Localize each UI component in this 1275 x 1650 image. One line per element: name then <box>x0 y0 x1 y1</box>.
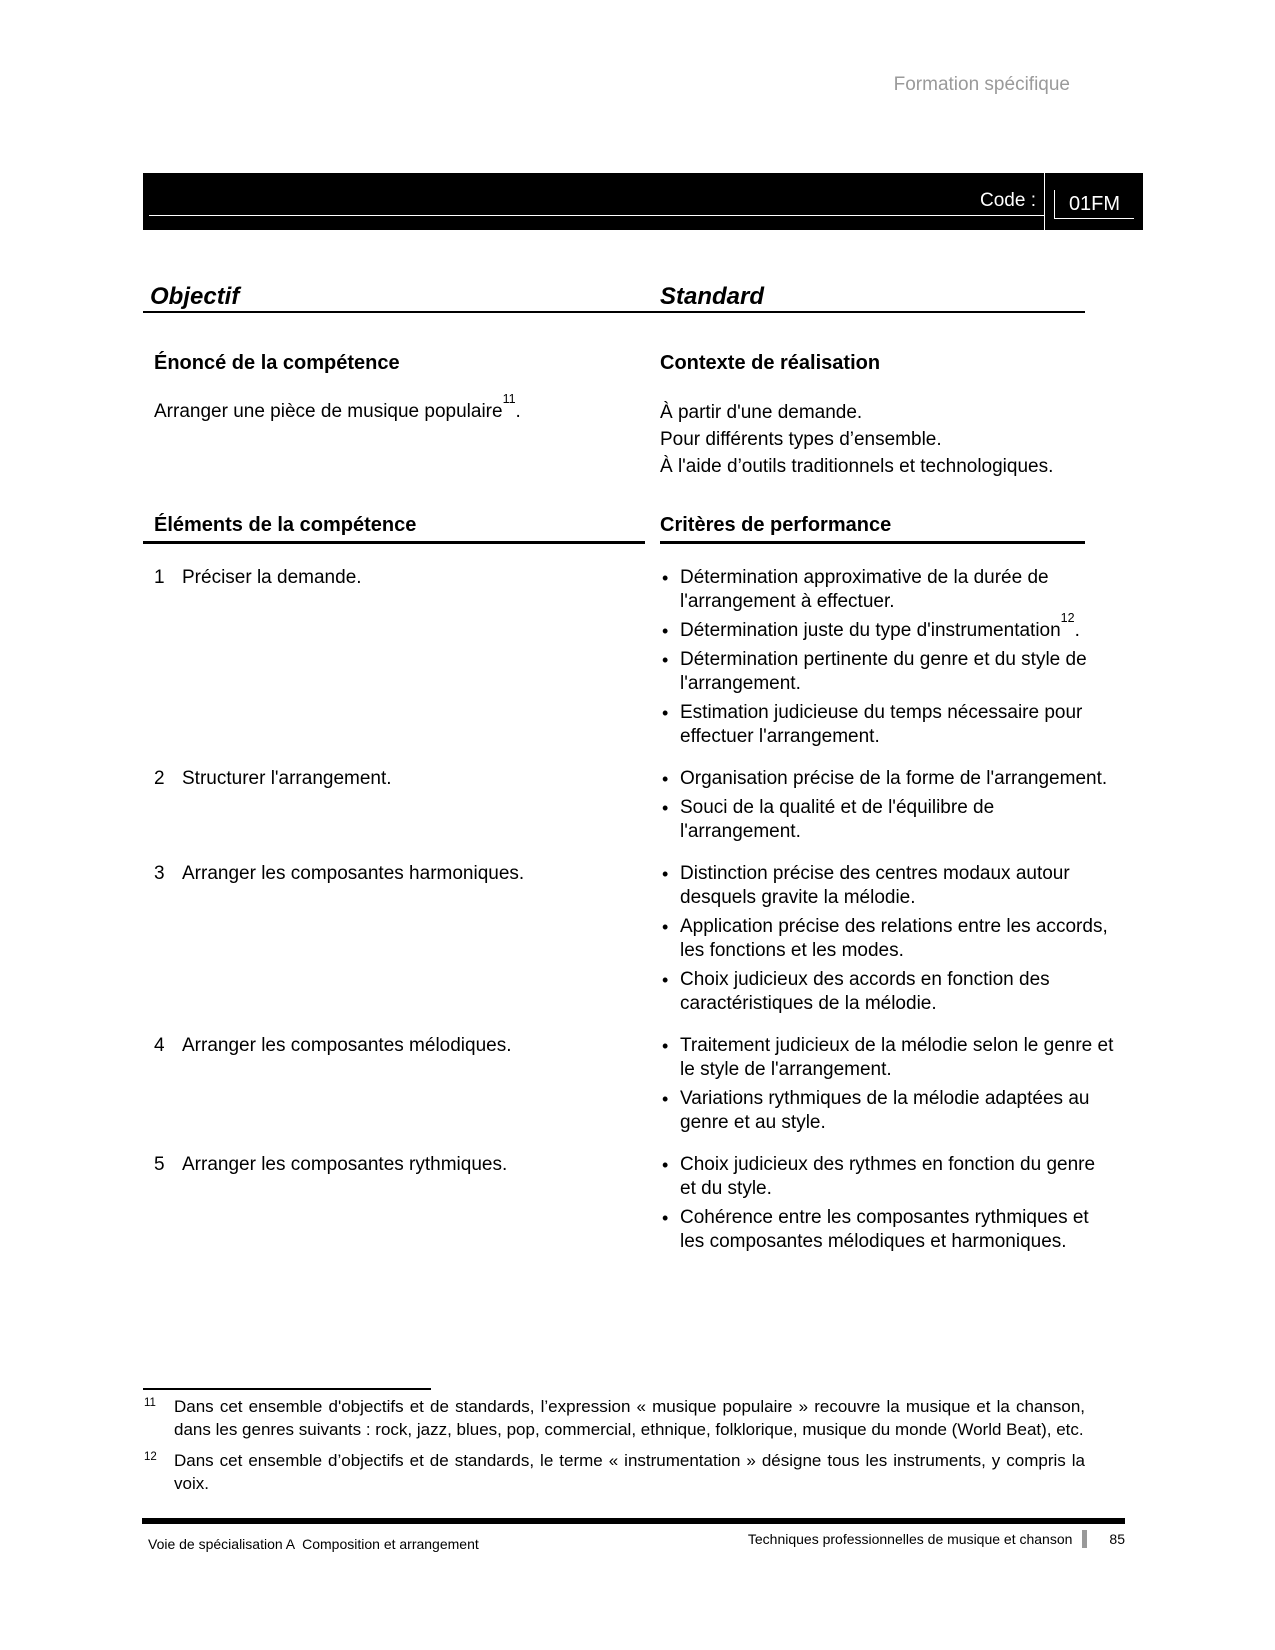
footer-right <box>740 1530 1125 1548</box>
criterion-text: Choix judicieux des rythmes en fonction du genre et du style. <box>680 1154 1096 1199</box>
competency-row <box>143 566 1153 749</box>
criteres-header-rule <box>660 541 1085 544</box>
enonce-paragraph <box>154 391 634 425</box>
criterion-item <box>660 610 1115 643</box>
footnote-number: 11 <box>144 1397 156 1409</box>
criteria-list <box>660 1153 1115 1254</box>
footnote-separator <box>143 1388 431 1390</box>
footnote-number: 12 <box>144 1451 157 1463</box>
criteria-list <box>660 1034 1115 1135</box>
criterion-text: Estimation judicieuse du temps nécessaire pour effectuer l'arrangement. <box>680 702 1083 747</box>
criterion-item <box>660 1034 1115 1082</box>
criterion-item <box>660 701 1115 749</box>
footnote <box>143 1449 1085 1495</box>
code-label: Code : <box>980 190 1036 211</box>
criterion-item <box>660 862 1115 910</box>
criterion-item <box>660 796 1115 844</box>
row-number: 2 <box>154 768 165 789</box>
row-element-label: Structurer l'arrangement. <box>182 768 392 789</box>
code-bar <box>143 173 1143 230</box>
criterion-text: Traitement judicieux de la mélodie selon le genre et le style de l'arrangement. <box>680 1035 1114 1080</box>
contexte-list <box>660 399 1108 480</box>
criterion-item <box>660 566 1115 614</box>
objectif-standard-rule <box>143 311 1085 313</box>
code-value: 01FM <box>1068 193 1121 215</box>
heading-criteres-performance: Critères de performance <box>660 514 892 536</box>
footer-left-text: Voie de spécialisation A Composition et arrangement <box>148 1536 479 1552</box>
heading-objectif: Objectif <box>150 283 240 310</box>
criterion-item <box>660 1087 1115 1135</box>
footer-rule <box>142 1518 1125 1524</box>
row-element-label: Préciser la demande. <box>182 567 362 588</box>
criterion-text: Cohérence entre les composantes rythmiques et les composantes mélodiques et harmoniques. <box>680 1207 1089 1252</box>
row-element-label: Arranger les composantes rythmiques. <box>182 1154 508 1175</box>
criteria-cell <box>660 1153 1115 1254</box>
element-cell <box>143 862 660 1016</box>
criterion-text: Choix judicieux des accords en fonction des caractéristiques de la mélodie. <box>680 969 1050 1014</box>
criterion-text: Détermination pertinente du genre et du style de l'arrangement. <box>680 649 1087 694</box>
heading-elements-competence: Éléments de la compétence <box>154 514 417 536</box>
footnote-text: Dans cet ensemble d'objectifs et de standards, l’expression « musique populaire » recouvre la musique et la chanson, dans les genres suivants : rock, jazz, blues, pop, commercial, ethnique, folklorique, musique du monde (World Beat), etc. <box>174 1397 1085 1439</box>
criterion-text: Application précise des relations entre les accords, les fonctions et les modes. <box>680 916 1108 961</box>
criteria-list <box>660 566 1115 749</box>
criterion-item <box>660 968 1115 1016</box>
contexte-item: À l'aide d’outils traditionnels et technologiques. <box>660 456 1054 477</box>
element-cell <box>143 1153 660 1254</box>
code-value-box <box>1054 190 1134 219</box>
footnote-ref-12: 12 <box>1060 610 1075 625</box>
criteria-cell <box>660 767 1115 844</box>
competency-row <box>143 767 1153 844</box>
criterion-text: Variations rythmiques de la mélodie adaptées au genre et au style. <box>680 1088 1090 1133</box>
footnotes <box>143 1395 1085 1503</box>
footnote-text: Dans cet ensemble d’objectifs et de standards, le terme « instrumentation » désigne tous les instruments, y compris la voix. <box>174 1451 1085 1493</box>
footnote-ref-11: 11 <box>502 391 516 406</box>
criterion-item <box>660 1206 1115 1254</box>
footer-page-number: 85 <box>1109 1531 1125 1547</box>
row-number: 5 <box>154 1154 165 1175</box>
criterion-item <box>660 648 1115 696</box>
enonce-period: . <box>515 401 521 422</box>
footnote <box>143 1395 1085 1441</box>
competency-row <box>143 1034 1153 1135</box>
heading-enonce-competence: Énoncé de la compétence <box>154 352 400 374</box>
heading-standard: Standard <box>660 283 765 310</box>
competency-row <box>143 862 1153 1016</box>
criterion-item <box>660 915 1115 963</box>
row-element-label: Arranger les composantes harmoniques. <box>182 863 525 884</box>
element-cell <box>143 1034 660 1135</box>
criterion-text: Détermination juste du type d'instrumentation <box>680 620 1061 641</box>
footer-divider-bar <box>1082 1530 1087 1548</box>
row-number: 1 <box>154 567 165 588</box>
row-element-label: Arranger les composantes mélodiques. <box>182 1035 512 1056</box>
criteria-cell <box>660 862 1115 1016</box>
criteria-cell <box>660 1034 1115 1135</box>
footer-right-text: Techniques professionnelles de musique et chanson <box>747 1531 1073 1547</box>
criterion-text: Détermination approximative de la durée de l'arrangement à effectuer. <box>680 567 1049 612</box>
heading-contexte-realisation: Contexte de réalisation <box>660 352 881 374</box>
elements-header-rule <box>143 541 645 544</box>
criterion-text: Organisation précise de la forme de l'arrangement. <box>680 768 1108 789</box>
enonce-text: Arranger une pièce de musique populaire <box>154 401 503 422</box>
element-cell <box>143 767 660 844</box>
criterion-text: Souci de la qualité et de l'équilibre de l'arrangement. <box>680 797 995 842</box>
criteria-list <box>660 862 1115 1016</box>
competency-table <box>143 566 1153 1272</box>
header-watermark: Formation spécifique <box>893 74 1070 95</box>
code-label-cell <box>149 173 1044 216</box>
contexte-item: À partir d'une demande. <box>660 402 863 423</box>
criterion-period: . <box>1074 620 1080 641</box>
criterion-item <box>660 767 1115 791</box>
row-number: 4 <box>154 1035 165 1056</box>
contexte-item: Pour différents types d’ensemble. <box>660 429 942 450</box>
criteria-list <box>660 767 1115 844</box>
competency-row <box>143 1153 1153 1254</box>
criterion-item <box>660 1153 1115 1201</box>
row-number: 3 <box>154 863 165 884</box>
criterion-text: Distinction précise des centres modaux autour desquels gravite la mélodie. <box>680 863 1070 908</box>
element-cell <box>143 566 660 749</box>
criteria-cell <box>660 566 1115 749</box>
code-value-cell <box>1045 173 1143 230</box>
